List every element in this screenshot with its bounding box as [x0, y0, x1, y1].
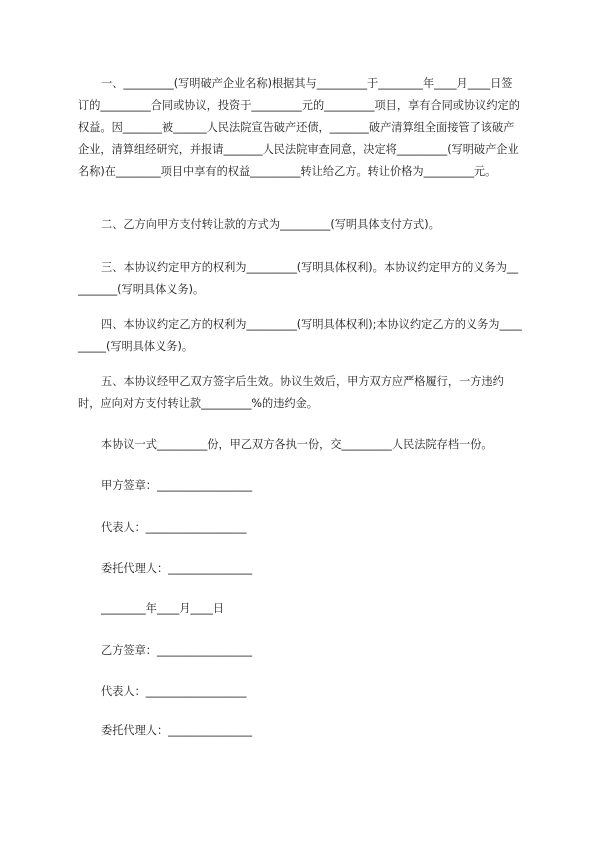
clause-2-paragraph: 二、乙方向甲方支付转让款的方式为_________(写明具体支付方式)。: [101, 218, 440, 231]
clause-1-paragraph: 一、_________(写明破产企业名称)根据其与_________于________年____月____日签订的_________合同或协议，投资于_________元的_________项目，享有合同或协议约定的权益。因_______被______人民法院宣告破产还债，_______破产清算组全面接管了该破产企业，清算组经研究，并报请_______人民法院审查同意，决定将_________(写明破产企业名称)在________项目中享有的权益_________转让给乙方。转让价格为_________元。: [78, 77, 520, 178]
clause-4-paragraph: 四、本协议约定乙方的权利为_________(写明具体权利);本协议约定乙方的义务为_________(写明具体义务)。: [78, 318, 522, 353]
party-b-representative-line: 代表人：__________________: [101, 685, 247, 698]
party-a-representative-line: 代表人：__________________: [101, 521, 247, 534]
clause-5-paragraph: 五、本协议经甲乙双方签字后生效。协议生效后，甲方双方应严格履行，一方违约时，应向对方支付转让款_________%的违约金。: [78, 375, 504, 410]
party-a-signature-line: 甲方签章：_________________: [101, 479, 253, 492]
party-b-signature-line: 乙方签章：_________________: [101, 644, 253, 657]
copies-statement: 本协议一式_________份，甲乙双方各执一份，交_________人民法院存档一份。: [101, 438, 493, 451]
party-a-agent-line: 委托代理人：_______________: [101, 562, 253, 575]
clause-3-paragraph: 三、本协议约定甲方的权利为_________(写明具体权利)。本协议约定甲方的义务为_________(写明具体义务)。: [78, 261, 519, 296]
party-b-agent-line: 委托代理人：_______________: [101, 724, 253, 737]
signing-date-line: ________年____月____日: [101, 602, 225, 615]
